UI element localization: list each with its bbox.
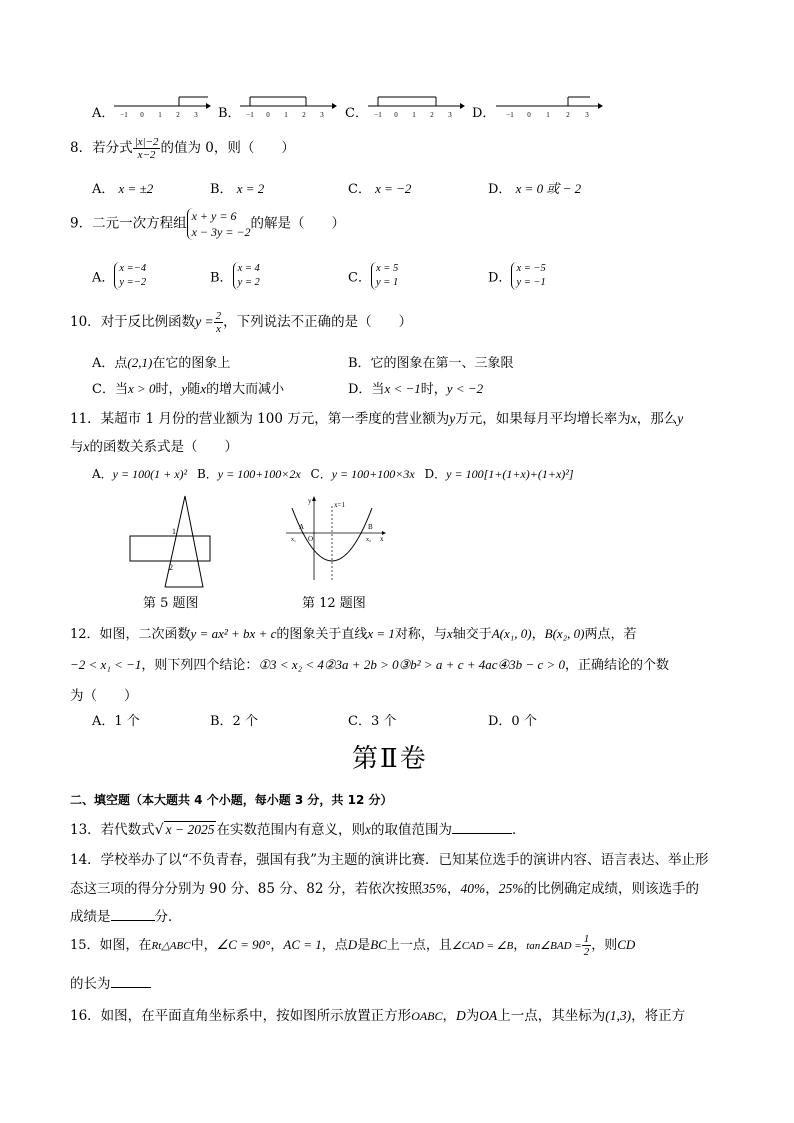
tick-label: 2 — [302, 111, 306, 119]
answer-blank[interactable] — [111, 920, 155, 921]
question-13: 13．若代数式√ x − 2025 在实数范围内有意义，则x的取值范围为 ． — [70, 822, 526, 838]
tick-label: 1 — [412, 111, 416, 119]
x1-label: x₁ — [291, 537, 297, 543]
figure-12 — [284, 496, 388, 582]
x2-label: x₂ — [366, 537, 372, 543]
q9-option-a: A． x =−4 y =−2 — [92, 263, 147, 288]
triangle-shape — [165, 496, 203, 587]
tick-label: 3 — [585, 111, 589, 119]
question-14-line-1: 14．学校举办了以“不负青春，强国有我”为主题的演讲比赛．已知某位选手的演讲内容、语言表达、举止形 — [70, 852, 709, 868]
q7-numberline-d — [494, 92, 606, 122]
q12-option-c: C．3 个 — [348, 714, 397, 729]
question-11-line-1: 11．某超市 1 月份的营业额为 100 万元，第一季度的营业额为y万元，如果每月平均增长率为x，那么y — [70, 411, 684, 427]
q10-option-c: C．当x > 0时，y随x的增大而减小 — [92, 381, 285, 397]
tick-label: −1 — [374, 111, 382, 119]
tick-label: 2 — [430, 111, 434, 119]
axis-label: x=1 — [334, 501, 345, 509]
fraction: $\frac{1}{2}$ — [583, 933, 590, 958]
q7-option-b-label: B． — [218, 106, 241, 121]
q9-option-c: C． x = 5 y = 1 — [348, 263, 399, 288]
y-label: y — [308, 497, 312, 505]
tick-label: 0 — [394, 111, 398, 119]
tick-label: 0 — [140, 111, 144, 119]
q7-option-d-label: D． — [472, 106, 496, 121]
equation-system: x + y = 6 x − 3y = −2 — [187, 208, 251, 240]
tick-label: 1 — [284, 111, 288, 119]
q8-option-d: D． x = 0 或 − 2 — [488, 181, 582, 197]
question-15-line-2: 的长为 — [70, 972, 151, 992]
figure-5-caption: 第 5 题图 — [143, 596, 199, 611]
q12-option-b: B．2 个 — [210, 714, 258, 729]
tick-label: 0 — [527, 111, 531, 119]
section-heading: 二、填空题（本大题共 4 个小题，每小题 3 分，共 12 分） — [70, 793, 393, 807]
question-12-line-3: 为（ ） — [70, 688, 138, 704]
answer-blank[interactable] — [452, 833, 512, 834]
section-title: 第Ⅱ卷 — [352, 744, 428, 774]
angle-label-1: 1 — [172, 527, 176, 536]
tick-label: 2 — [566, 111, 570, 119]
rectangle-shape — [130, 536, 210, 561]
q11-options: A．y = 100(1 + x)² B．y = 100+100×2x C．y = 100+100×3x D．y = 100[1+(1+x)+(1+x)²] — [92, 467, 574, 481]
q12-option-a: A．1 个 — [92, 714, 140, 729]
question-15-line-1: 15．如图，在Rt△ABC中，∠C = 90°，AC = 1，点D是BC上一点，且∠CAD = ∠B，tan∠BAD = $\frac{1}{2}$ ，则CD — [70, 933, 636, 958]
angle-label-2: 2 — [169, 563, 173, 572]
q9-option-b: B． x = 4 y = 2 — [210, 263, 260, 288]
tick-label: 0 — [266, 111, 270, 119]
question-9: 9．二元一次方程组 x + y = 6 x − 3y = −2 的解是（ ） — [70, 209, 346, 239]
tick-label: 3 — [320, 111, 324, 119]
question-number: 8． — [70, 140, 93, 156]
figure-12-caption: 第 12 题图 — [302, 596, 366, 611]
x-label: x — [380, 535, 384, 543]
q7-option-a-label: A． — [92, 106, 115, 121]
q12-option-d: D．0 个 — [488, 714, 537, 729]
question-8 — [70, 136, 295, 161]
origin-label: O — [308, 535, 314, 543]
question-text: 若分式 — [92, 140, 133, 156]
fraction: $\frac{|x|-2}{x-2}$ — [134, 136, 159, 161]
question-12-line-2: −2 < x₁ < −1，则下列四个结论：①3 < x₂ < 4②3a + 2b > 0③b² > a + c + 4ac④3b − c > 0，正确结论的个数 — [70, 657, 670, 673]
q10-option-b: B．它的图象在第一、三象限 — [348, 356, 514, 371]
question-10: 10．对于反比例函数y = $\frac{2}{x}$ ，下列说法不正确的是（ ） — [70, 310, 413, 335]
q9-option-d: D． x = −5 y = −1 — [488, 263, 546, 288]
question-14-line-3: 成绩是 分． — [70, 909, 182, 925]
tick-label: −1 — [506, 111, 514, 119]
question-14-line-2: 态这三项的得分分别为 90 分、85 分、82 分，若依次按照35%，40%，25%的比例确定成绩，则该选手的 — [70, 881, 699, 897]
q7-numberline-b — [238, 92, 338, 122]
q7-numberline-a — [112, 92, 212, 122]
q8-option-b: B． x = 2 — [210, 181, 265, 197]
tick-label: −1 — [120, 111, 128, 119]
q8-option-a: A． x = ±2 — [92, 181, 154, 197]
tick-label: 1 — [546, 111, 550, 119]
figure-5 — [125, 492, 215, 592]
q10-option-d: D．当x < −1时，y < −2 — [348, 381, 484, 397]
answer-blank[interactable] — [111, 987, 151, 988]
fraction: $\frac{2}{x}$ — [215, 310, 222, 335]
tick-label: 3 — [194, 111, 198, 119]
question-text: 的值为 0，则（ ） — [160, 140, 295, 156]
q7-option-c-label: C． — [345, 106, 368, 121]
point-b-label: B — [368, 523, 373, 531]
question-11-line-2: 与x的函数关系式是（ ） — [70, 439, 238, 455]
tick-label: 2 — [176, 111, 180, 119]
point-a-label: A — [299, 523, 305, 531]
question-12-line-1: 12．如图，二次函数y = ax² + bx + c的图象关于直线x = 1对称，与x轴交于A(x₁, 0)，B(x₂, 0)两点，若 — [70, 626, 637, 642]
tick-label: 3 — [448, 111, 452, 119]
question-16: 16．如图，在平面直角坐标系中，按如图所示放置正方形OABC，D为OA上一点，其坐标为(1,3)，将正方 — [70, 1008, 686, 1024]
tick-label: 1 — [158, 111, 162, 119]
q8-option-c: C． x = −2 — [348, 181, 412, 197]
q7-numberline-c — [366, 92, 466, 122]
tick-label: −1 — [246, 111, 254, 119]
q10-option-a: A．点(2,1)在它的图象上 — [92, 355, 231, 371]
